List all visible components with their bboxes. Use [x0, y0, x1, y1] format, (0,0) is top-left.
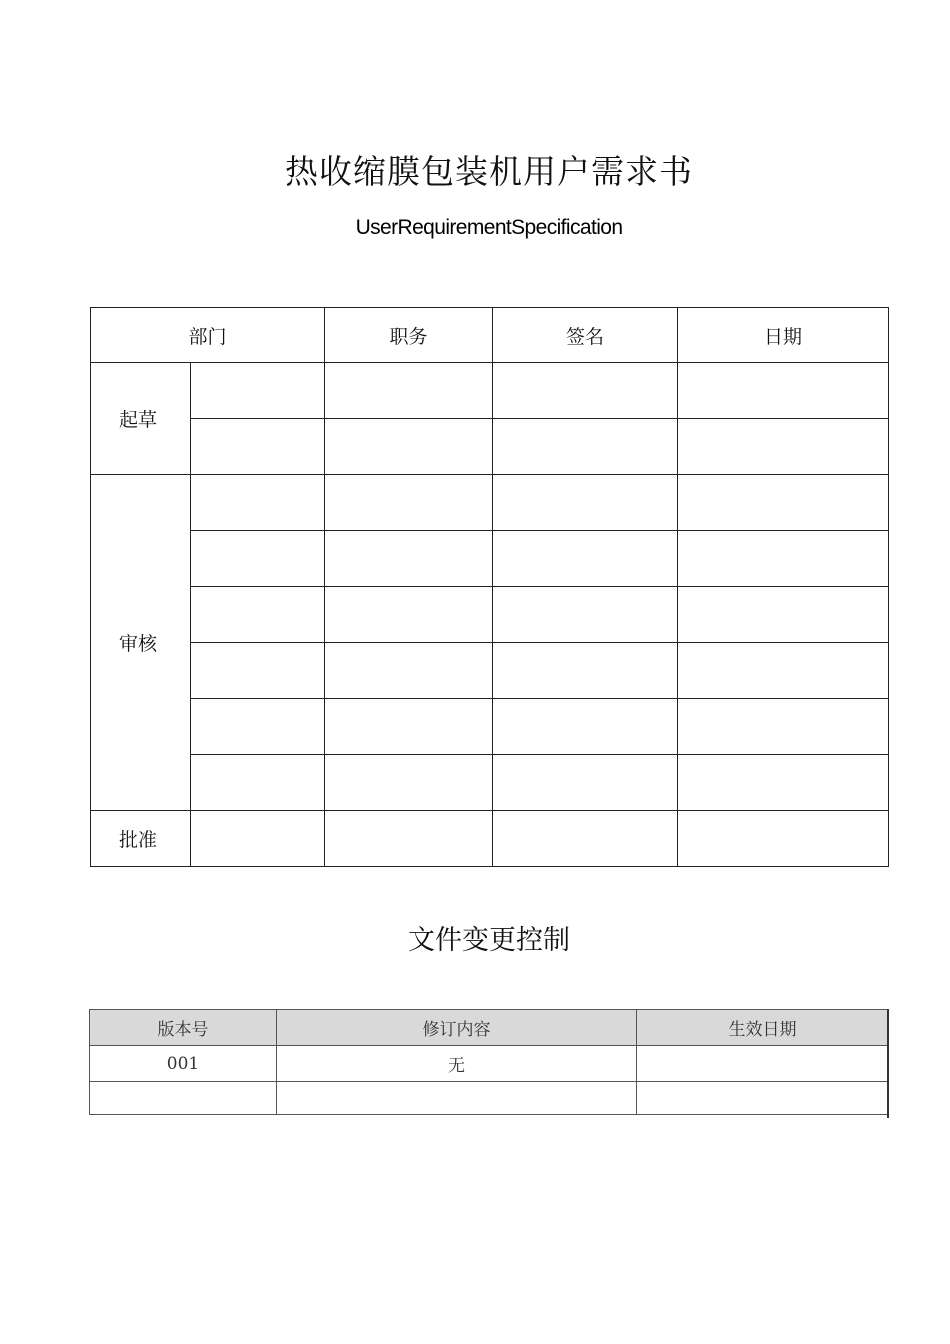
table-row	[91, 531, 889, 587]
version-cell[interactable]	[90, 1082, 277, 1115]
position-cell[interactable]	[325, 643, 493, 699]
table-row	[91, 755, 889, 811]
version-cell[interactable]: 001	[90, 1046, 277, 1082]
position-cell[interactable]	[325, 587, 493, 643]
table-row	[91, 699, 889, 755]
position-cell[interactable]	[325, 475, 493, 531]
document-title: 热收缩膜包装机用户需求书	[285, 152, 693, 191]
table-row	[91, 811, 889, 867]
document-subtitle: UserRequirementSpecification	[355, 216, 623, 239]
position-cell[interactable]	[325, 755, 493, 811]
header-revision-content: 修订内容	[277, 1010, 637, 1046]
department-cell[interactable]	[191, 811, 325, 867]
signature-table	[90, 307, 889, 867]
signature-cell[interactable]	[493, 643, 678, 699]
table-row	[91, 643, 889, 699]
signature-cell[interactable]	[493, 811, 678, 867]
header-signature: 签名	[493, 308, 678, 363]
date-cell[interactable]	[678, 531, 889, 587]
department-cell[interactable]	[191, 755, 325, 811]
date-cell[interactable]	[678, 811, 889, 867]
position-cell[interactable]	[325, 531, 493, 587]
header-date: 日期	[678, 308, 889, 363]
change-control-table	[89, 1009, 889, 1115]
effective-date-cell[interactable]	[637, 1046, 889, 1082]
table-row	[91, 475, 889, 531]
position-cell[interactable]	[325, 699, 493, 755]
department-cell[interactable]	[191, 531, 325, 587]
header-position: 职务	[325, 308, 493, 363]
table-edge-line	[887, 1009, 889, 1118]
signature-cell[interactable]	[493, 363, 678, 419]
effective-date-cell[interactable]	[637, 1082, 889, 1115]
department-cell[interactable]	[191, 643, 325, 699]
date-cell[interactable]	[678, 755, 889, 811]
position-cell[interactable]	[325, 419, 493, 475]
header-version: 版本号	[90, 1010, 277, 1046]
header-department: 部门	[91, 308, 325, 363]
department-cell[interactable]	[191, 419, 325, 475]
date-cell[interactable]	[678, 587, 889, 643]
department-cell[interactable]	[191, 587, 325, 643]
table-row	[90, 1082, 889, 1115]
table-row	[90, 1046, 889, 1082]
date-cell[interactable]	[678, 475, 889, 531]
role-approve: 批准	[91, 811, 191, 867]
signature-cell[interactable]	[493, 531, 678, 587]
header-effective-date: 生效日期	[637, 1010, 889, 1046]
table-row	[91, 587, 889, 643]
revision-content-cell[interactable]: 无	[277, 1046, 637, 1082]
date-cell[interactable]	[678, 643, 889, 699]
role-review: 审核	[91, 475, 191, 811]
change-control-title: 文件变更控制	[408, 925, 570, 956]
revision-content-cell[interactable]	[277, 1082, 637, 1115]
signature-header-row	[91, 308, 889, 363]
signature-cell[interactable]	[493, 699, 678, 755]
table-row	[91, 363, 889, 419]
change-control-header-row	[90, 1010, 889, 1046]
table-row	[91, 419, 889, 475]
department-cell[interactable]	[191, 699, 325, 755]
signature-cell[interactable]	[493, 475, 678, 531]
role-draft: 起草	[91, 363, 191, 475]
position-cell[interactable]	[325, 363, 493, 419]
date-cell[interactable]	[678, 419, 889, 475]
department-cell[interactable]	[191, 475, 325, 531]
signature-cell[interactable]	[493, 419, 678, 475]
date-cell[interactable]	[678, 363, 889, 419]
signature-cell[interactable]	[493, 587, 678, 643]
signature-cell[interactable]	[493, 755, 678, 811]
position-cell[interactable]	[325, 811, 493, 867]
date-cell[interactable]	[678, 699, 889, 755]
department-cell[interactable]	[191, 363, 325, 419]
